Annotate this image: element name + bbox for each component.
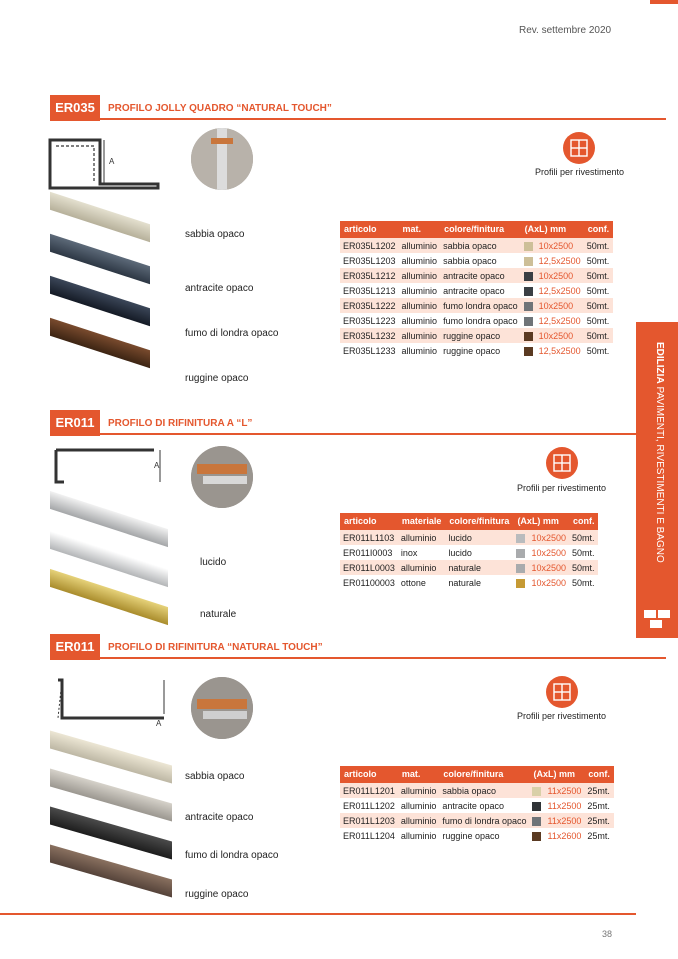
dimensions: 10x2500: [536, 237, 584, 253]
article-code: ER035L1202: [340, 237, 399, 253]
article-code: ER035L1233: [343, 345, 396, 356]
sample-ruggine: [50, 318, 150, 368]
package: 50mt.: [586, 345, 610, 356]
section-divider: [100, 118, 666, 120]
article-code: ER035L1223: [343, 315, 396, 326]
package: 50mt.: [586, 315, 610, 326]
section-title: PROFILO JOLLY QUADRO “NATURAL TOUCH”: [108, 103, 332, 114]
page-number: 38: [602, 929, 613, 939]
package: 50mt.: [571, 577, 595, 588]
color-swatch: [521, 298, 536, 313]
package: 50mt.: [584, 328, 614, 343]
table-header-row: [340, 766, 614, 782]
color-finish: fumo di londra opaco: [439, 813, 529, 828]
dimension-label: A: [154, 461, 160, 470]
package: 50mt.: [569, 529, 599, 545]
table-row: [340, 560, 598, 575]
article-code: ER035L1203: [343, 255, 396, 266]
swatch-chip: [524, 347, 533, 356]
color-swatch: [529, 798, 544, 813]
table-row: [340, 268, 613, 283]
badge-label: Profili per rivestimento: [517, 711, 607, 721]
col-header: (AxL) mm: [513, 513, 569, 529]
dimensions: 10x2500: [531, 547, 566, 558]
dimensions: 10x2500: [531, 577, 566, 588]
finish-label: fumo di londra opaco: [185, 328, 279, 339]
table-header-row: [340, 513, 598, 529]
table-row: [340, 813, 614, 828]
col-header: articolo: [340, 221, 399, 237]
color-swatch: [521, 253, 536, 268]
dimensions: 12,5x2500: [538, 315, 581, 326]
material: alluminio: [398, 560, 446, 575]
color-finish: lucido: [448, 547, 472, 558]
profile-type-badge: [546, 676, 578, 708]
article-code: ER01100003: [343, 577, 395, 588]
color-finish: sabbia opaco: [443, 255, 497, 266]
top-accent-bar: [650, 0, 678, 4]
finish-label: antracite opaco: [185, 812, 254, 823]
category-label: [654, 342, 665, 563]
color-finish: antracite opaco: [442, 800, 504, 811]
finish-label: lucido: [200, 557, 227, 568]
dimension-label: A: [156, 719, 162, 728]
package: 25mt.: [587, 800, 610, 811]
material: alluminio: [400, 800, 437, 811]
col-header: colore/finitura: [445, 513, 513, 529]
finish-label: ruggine opaco: [185, 889, 249, 900]
package: 50mt.: [584, 298, 614, 313]
article-code: ER011L1103: [340, 529, 398, 545]
table-row: [340, 798, 614, 813]
article-code: ER035L1232: [340, 328, 399, 343]
color-swatch: [521, 343, 536, 358]
color-swatch: [521, 313, 536, 328]
swatch-chip: [516, 549, 525, 558]
package: 25mt.: [587, 830, 610, 841]
revision-date: Rev. settembre 2020: [519, 25, 612, 36]
finish-label: sabbia opaco: [185, 229, 245, 240]
swatch-chip: [524, 257, 533, 266]
tile-grid-icon: [546, 676, 578, 708]
profile-cross-section-diagram: [52, 676, 177, 728]
material: alluminio: [399, 237, 441, 253]
profile-type-badge: [546, 447, 578, 479]
color-swatch: [521, 283, 536, 298]
section-header-er035: [50, 95, 640, 121]
package: 50mt.: [569, 560, 599, 575]
package: 50mt.: [586, 255, 610, 266]
col-header: colore/finitura: [439, 766, 529, 782]
color-swatch: [521, 328, 536, 343]
swatch-chip: [524, 287, 533, 296]
footer-divider: [0, 913, 636, 915]
table-row: [340, 828, 614, 843]
color-finish: ruggine opaco: [443, 345, 501, 356]
color-finish: naturale: [448, 577, 481, 588]
category-strong: EDILIZIA: [654, 342, 665, 384]
badge-label: Profili per rivestimento: [535, 167, 625, 177]
package: 50mt.: [586, 285, 610, 296]
col-header: articolo: [340, 513, 398, 529]
col-header: conf.: [584, 766, 614, 782]
color-swatch: [529, 813, 544, 828]
package: 50mt.: [584, 237, 614, 253]
category-side-tab: [636, 322, 678, 638]
swatch-chip: [516, 579, 525, 588]
application-photo: [191, 677, 253, 739]
product-table-er011-natural-touch: [340, 766, 614, 843]
dimensions: 11x2500: [544, 813, 584, 828]
color-finish: lucido: [445, 529, 513, 545]
section-code: ER035: [50, 95, 100, 121]
col-header: colore/finitura: [440, 221, 521, 237]
color-finish: ruggine opaco: [442, 830, 500, 841]
table-row: [340, 298, 613, 313]
material: alluminio: [401, 285, 438, 296]
sample-antracite: [50, 234, 150, 284]
sample-fumo-londra: [50, 276, 150, 326]
table-row: [340, 575, 598, 590]
table-body: [340, 782, 614, 843]
color-finish: fumo londra opaco: [443, 315, 518, 326]
table-row: [340, 283, 613, 298]
material: alluminio: [399, 268, 441, 283]
material: inox: [400, 547, 418, 558]
swatch-chip: [532, 802, 541, 811]
swatch-chip: [524, 272, 533, 281]
table-row: [340, 529, 598, 545]
table-header-row: [340, 221, 613, 237]
finish-label: fumo di londra opaco: [185, 850, 279, 861]
material: alluminio: [398, 782, 440, 798]
dimensions: 10x2500: [528, 560, 569, 575]
dimension-label: A: [109, 157, 115, 166]
article-code: ER035L1212: [340, 268, 399, 283]
finish-label: sabbia opaco: [185, 771, 245, 782]
profile-type-badge: [563, 132, 595, 164]
section-header-er011-natural-touch: [50, 634, 640, 660]
table-row: [340, 545, 598, 560]
article-code: ER011L1204: [343, 830, 395, 841]
table-row: [340, 253, 613, 268]
color-finish: sabbia opaco: [440, 237, 521, 253]
col-header: articolo: [340, 766, 398, 782]
color-finish: antracite opaco: [440, 268, 521, 283]
table-body: [340, 529, 598, 590]
material: alluminio: [398, 813, 440, 828]
section-divider: [100, 657, 666, 659]
color-finish: antracite opaco: [443, 285, 505, 296]
section-code: ER011: [50, 410, 100, 436]
swatch-chip: [524, 317, 533, 326]
color-swatch: [521, 268, 536, 283]
tile-grid-icon: [546, 447, 578, 479]
section-title: PROFILO DI RIFINITURA “NATURAL TOUCH”: [108, 642, 323, 653]
package: 25mt.: [584, 782, 614, 798]
dimensions: 10x2500: [536, 298, 584, 313]
col-header: materiale: [398, 513, 446, 529]
product-table-er035: [340, 221, 613, 358]
material: alluminio: [401, 315, 438, 326]
profile-cross-section-diagram: [46, 138, 166, 190]
dimensions: 12,5x2500: [538, 285, 581, 296]
sample-sabbia: [50, 192, 150, 242]
section-code: ER011: [50, 634, 100, 660]
color-finish: sabbia opaco: [439, 782, 529, 798]
material: alluminio: [398, 529, 446, 545]
application-photo: [191, 446, 253, 508]
finish-label: naturale: [200, 609, 237, 620]
dimensions: 10x2500: [536, 268, 584, 283]
color-swatch: [521, 237, 536, 253]
color-swatch: [513, 560, 528, 575]
table-row: [340, 313, 613, 328]
table-row: [340, 782, 614, 798]
col-header: conf.: [569, 513, 599, 529]
table-body: [340, 237, 613, 358]
color-finish: ruggine opaco: [440, 328, 521, 343]
material: alluminio: [400, 830, 437, 841]
table-row: [340, 237, 613, 253]
color-finish: fumo londra opaco: [440, 298, 521, 313]
table-row: [340, 328, 613, 343]
article-code: ER011L1203: [340, 813, 398, 828]
swatch-chip: [532, 817, 541, 826]
finish-label: antracite opaco: [185, 283, 254, 294]
col-header: mat.: [399, 221, 441, 237]
col-header: mat.: [398, 766, 440, 782]
article-code: ER011I0003: [343, 547, 393, 558]
dimensions: 11x2500: [544, 782, 584, 798]
color-finish: naturale: [445, 560, 513, 575]
package: 50mt.: [584, 268, 614, 283]
swatch-chip: [524, 302, 533, 311]
color-swatch: [529, 828, 544, 843]
swatch-chip: [524, 332, 533, 341]
color-swatch: [513, 529, 528, 545]
material: ottone: [400, 577, 426, 588]
color-swatch: [513, 545, 528, 560]
material: alluminio: [401, 255, 438, 266]
article-code: ER011L1202: [343, 800, 395, 811]
dimensions: 12,5x2500: [538, 345, 581, 356]
col-header: (AxL) mm: [521, 221, 584, 237]
material: alluminio: [399, 328, 441, 343]
product-table-er011-l: [340, 513, 598, 590]
article-code: ER035L1222: [340, 298, 399, 313]
article-code: ER011L1201: [340, 782, 398, 798]
swatch-chip: [516, 534, 525, 543]
article-code: ER011L0003: [340, 560, 398, 575]
swatch-chip: [516, 564, 525, 573]
table-row: [340, 343, 613, 358]
material: alluminio: [399, 298, 441, 313]
dimensions: 10x2500: [528, 529, 569, 545]
section-title: PROFILO DI RIFINITURA A “L”: [108, 418, 253, 429]
col-header: (AxL) mm: [529, 766, 584, 782]
dimensions: 10x2500: [536, 328, 584, 343]
finish-label: ruggine opaco: [185, 373, 249, 384]
application-photo: [191, 128, 253, 190]
package: 25mt.: [584, 813, 614, 828]
bricks-icon: [644, 610, 670, 630]
badge-label: Profili per rivestimento: [517, 483, 607, 493]
swatch-chip: [532, 787, 541, 796]
section-header-er011-l: [50, 410, 640, 436]
profile-cross-section-diagram: [50, 446, 170, 486]
dimensions: 11x2600: [547, 830, 582, 841]
category-rest: PAVIMENTI, RIVESTIMENTI E BAGNO: [654, 383, 665, 563]
dimensions: 12,5x2500: [538, 255, 581, 266]
swatch-chip: [532, 832, 541, 841]
package: 50mt.: [571, 547, 595, 558]
col-header: conf.: [584, 221, 614, 237]
article-code: ER035L1213: [343, 285, 396, 296]
color-swatch: [529, 782, 544, 798]
color-swatch: [513, 575, 528, 590]
material: alluminio: [401, 345, 438, 356]
dimensions: 11x2500: [547, 800, 582, 811]
section-divider: [100, 433, 666, 435]
tile-grid-icon: [563, 132, 595, 164]
swatch-chip: [524, 242, 533, 251]
